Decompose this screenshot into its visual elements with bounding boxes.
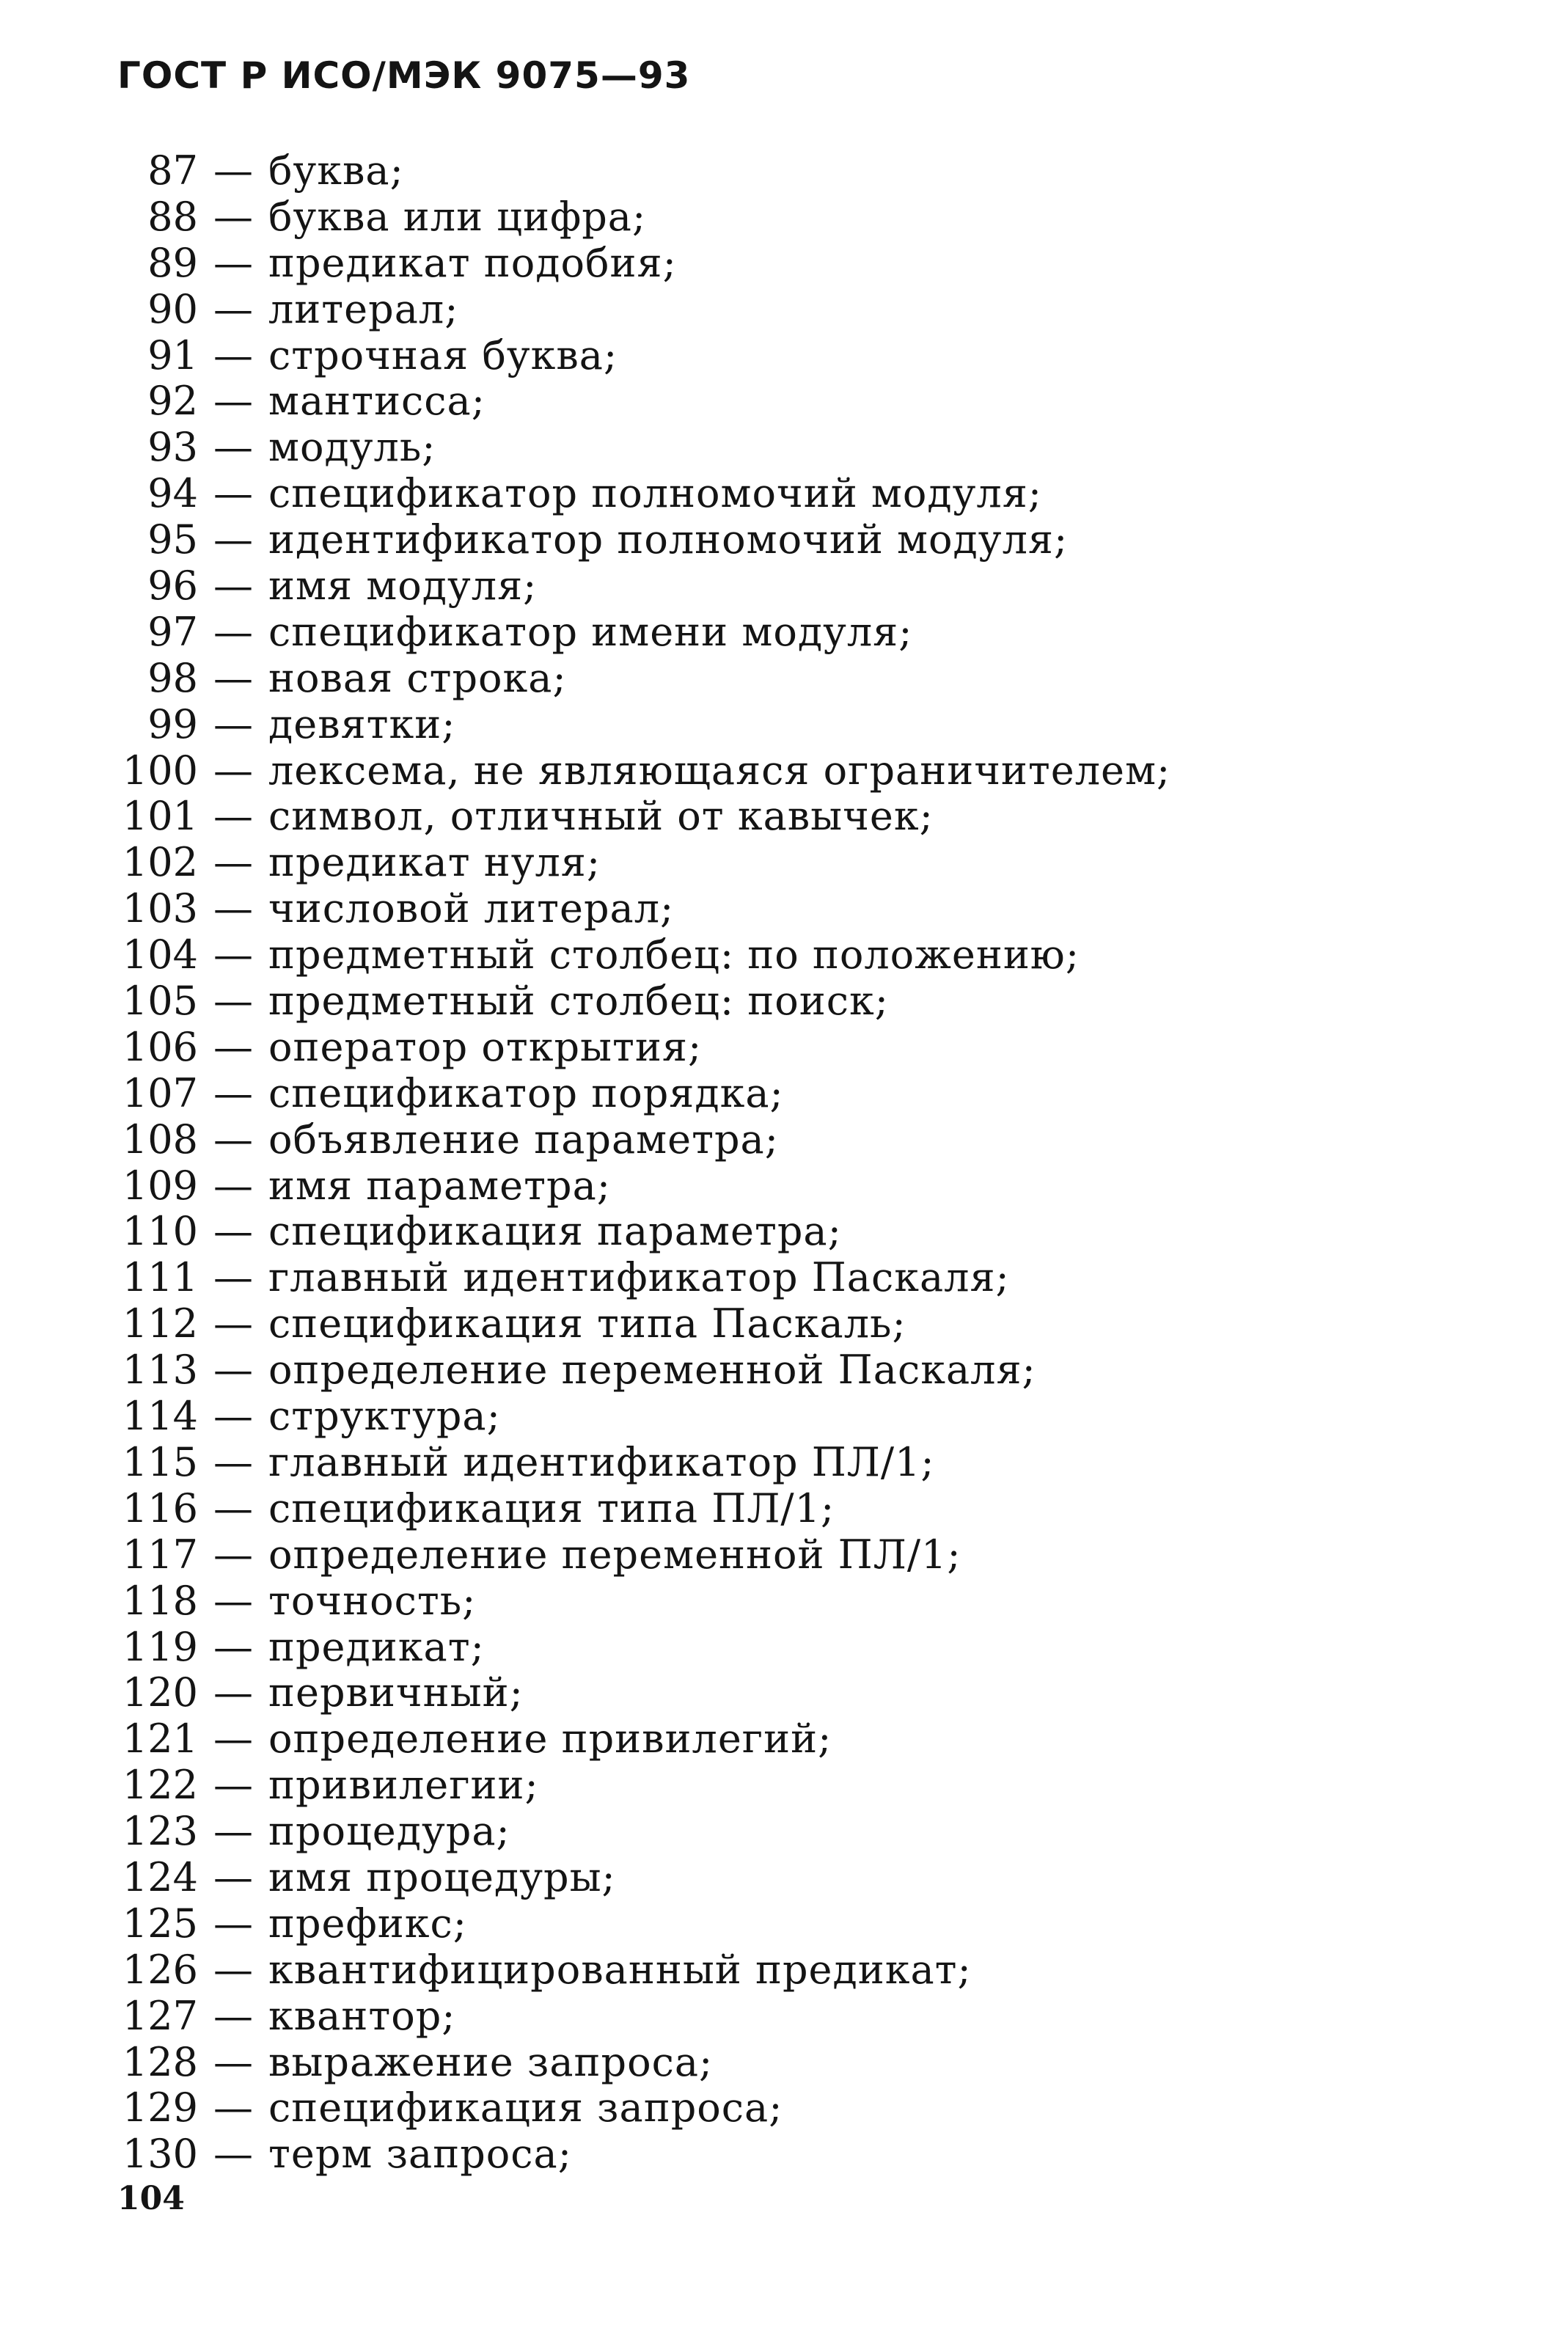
list-item: [117, 610, 1496, 656]
item-number: 97: [147, 608, 198, 655]
item-separator: —: [213, 1393, 253, 1440]
item-number: 104: [122, 931, 198, 978]
item-term: спецификатор порядка;: [268, 1069, 784, 1116]
list-item: [117, 517, 1496, 563]
item-separator: —: [213, 193, 253, 240]
item-number: 118: [122, 1577, 198, 1624]
list-item: [117, 1163, 1496, 1209]
item-separator: —: [213, 1853, 253, 1900]
item-separator: —: [213, 1992, 253, 2039]
item-separator: —: [213, 654, 253, 701]
item-separator: —: [213, 839, 253, 886]
item-separator: —: [213, 285, 253, 332]
item-term: девятки;: [268, 700, 456, 747]
list-item: [117, 978, 1496, 1025]
list-item: [117, 425, 1496, 471]
term-list: [117, 148, 1496, 2178]
item-separator: —: [213, 931, 253, 978]
item-separator: —: [213, 1808, 253, 1855]
item-term: модуль;: [268, 424, 436, 471]
list-item: [117, 563, 1496, 610]
item-number: 93: [147, 424, 198, 471]
list-item: [117, 748, 1496, 794]
item-term: спецификация запроса;: [268, 2084, 783, 2131]
item-term: оператор открытия;: [268, 1023, 703, 1070]
item-term: определение переменной Паскаля;: [268, 1347, 1036, 1394]
item-separator: —: [213, 1900, 253, 1947]
item-separator: —: [213, 378, 253, 425]
item-number: 99: [147, 700, 198, 747]
item-separator: —: [213, 332, 253, 378]
list-item: [117, 932, 1496, 978]
item-term: терм запроса;: [268, 2131, 572, 2178]
item-term: предметный столбец: по положению;: [268, 931, 1080, 978]
item-number: 101: [122, 793, 198, 840]
item-separator: —: [213, 1023, 253, 1070]
item-separator: —: [213, 747, 253, 794]
list-item: [117, 287, 1496, 333]
item-separator: —: [213, 1254, 253, 1301]
item-term: предикат;: [268, 1623, 485, 1670]
item-term: главный идентификатор ПЛ/1;: [268, 1438, 935, 1485]
item-term: строчная буква;: [268, 332, 618, 378]
item-term: числовой литерал;: [268, 885, 675, 932]
item-number: 92: [147, 378, 198, 425]
item-number: 117: [122, 1531, 198, 1578]
list-item: [117, 840, 1496, 886]
item-term: первичный;: [268, 1669, 524, 1716]
item-term: имя модуля;: [268, 563, 538, 610]
list-item: [117, 1716, 1496, 1763]
item-number: 94: [147, 470, 198, 517]
item-number: 121: [122, 1716, 198, 1763]
item-number: 108: [122, 1116, 198, 1163]
item-separator: —: [213, 147, 253, 194]
item-number: 112: [122, 1300, 198, 1347]
list-item: [117, 148, 1496, 194]
item-number: 90: [147, 285, 198, 332]
item-term: идентификатор полномочий модуля;: [268, 516, 1069, 563]
item-term: буква;: [268, 147, 404, 194]
item-term: квантифицированный предикат;: [268, 1946, 972, 1993]
item-term: спецификатор имени модуля;: [268, 608, 913, 655]
list-item: [117, 1994, 1496, 2040]
item-number: 89: [147, 239, 198, 286]
item-separator: —: [213, 1300, 253, 1347]
item-separator: —: [213, 1347, 253, 1394]
item-term: спецификация типа Паскаль;: [268, 1300, 906, 1347]
item-term: спецификация типа ПЛ/1;: [268, 1485, 835, 1531]
item-separator: —: [213, 1438, 253, 1485]
item-number: 119: [122, 1623, 198, 1670]
item-separator: —: [213, 793, 253, 840]
list-item: [117, 1117, 1496, 1163]
item-separator: —: [213, 563, 253, 610]
item-separator: —: [213, 2038, 253, 2085]
item-term: предметный столбец: поиск;: [268, 978, 889, 1025]
item-separator: —: [213, 978, 253, 1025]
item-number: 100: [122, 747, 198, 794]
item-separator: —: [213, 1577, 253, 1624]
list-item: [117, 1440, 1496, 1486]
item-term: мантисса;: [268, 378, 486, 425]
list-item: [117, 1947, 1496, 1994]
item-number: 126: [122, 1946, 198, 1993]
item-separator: —: [213, 1623, 253, 1670]
item-term: предикат подобия;: [268, 239, 677, 286]
item-separator: —: [213, 1116, 253, 1163]
item-term: точность;: [268, 1577, 477, 1624]
item-term: объявление параметра;: [268, 1116, 779, 1163]
item-number: 129: [122, 2084, 198, 2131]
item-separator: —: [213, 608, 253, 655]
list-item: [117, 1301, 1496, 1347]
item-term: процедура;: [268, 1808, 510, 1855]
item-number: 114: [122, 1393, 198, 1440]
item-separator: —: [213, 700, 253, 747]
list-item: [117, 1809, 1496, 1855]
list-item: [117, 333, 1496, 379]
item-term: префикс;: [268, 1900, 467, 1947]
list-item: [117, 194, 1496, 241]
item-number: 130: [122, 2131, 198, 2178]
item-number: 115: [122, 1438, 198, 1485]
list-item: [117, 1578, 1496, 1625]
list-item: [117, 1347, 1496, 1394]
item-separator: —: [213, 1208, 253, 1255]
item-separator: —: [213, 1069, 253, 1116]
list-item: [117, 1071, 1496, 1117]
item-number: 110: [122, 1208, 198, 1255]
item-term: определение привилегий;: [268, 1716, 832, 1763]
list-item: [117, 241, 1496, 287]
item-separator: —: [213, 885, 253, 932]
list-item: [117, 2085, 1496, 2131]
list-item: [117, 1901, 1496, 1947]
list-item: [117, 1025, 1496, 1071]
list-item: [117, 1209, 1496, 1255]
item-number: 88: [147, 193, 198, 240]
item-separator: —: [213, 1531, 253, 1578]
item-term: привилегии;: [268, 1762, 539, 1809]
item-term: спецификация параметра;: [268, 1208, 842, 1255]
page-number: 104: [117, 2180, 185, 2217]
item-term: спецификатор полномочий модуля;: [268, 470, 1042, 517]
item-number: 95: [147, 516, 198, 563]
item-separator: —: [213, 424, 253, 471]
item-term: структура;: [268, 1393, 501, 1440]
list-item: [117, 1486, 1496, 1532]
item-number: 87: [147, 147, 198, 194]
item-number: 106: [122, 1023, 198, 1070]
list-item: [117, 1763, 1496, 1809]
list-item: [117, 1670, 1496, 1716]
item-number: 111: [122, 1254, 198, 1301]
list-item: [117, 1255, 1496, 1301]
item-number: 125: [122, 1900, 198, 1947]
item-separator: —: [213, 470, 253, 517]
item-term: литерал;: [268, 285, 459, 332]
item-separator: —: [213, 2084, 253, 2131]
item-term: квантор;: [268, 1992, 456, 2039]
list-item: [117, 471, 1496, 517]
item-number: 116: [122, 1485, 198, 1531]
item-number: 105: [122, 978, 198, 1025]
list-item: [117, 702, 1496, 748]
list-item: [117, 1532, 1496, 1578]
item-term: новая строка;: [268, 654, 567, 701]
item-number: 103: [122, 885, 198, 932]
item-separator: —: [213, 1716, 253, 1763]
item-number: 127: [122, 1992, 198, 2039]
item-number: 120: [122, 1669, 198, 1716]
item-separator: —: [213, 1762, 253, 1809]
item-number: 107: [122, 1069, 198, 1116]
item-term: определение переменной ПЛ/1;: [268, 1531, 961, 1578]
item-number: 124: [122, 1853, 198, 1900]
list-item: [117, 2131, 1496, 2178]
item-number: 98: [147, 654, 198, 701]
item-term: лексема, не являющаяся ограничителем;: [268, 747, 1171, 794]
item-number: 122: [122, 1762, 198, 1809]
list-item: [117, 378, 1496, 425]
item-separator: —: [213, 1162, 253, 1209]
item-number: 96: [147, 563, 198, 610]
item-separator: —: [213, 239, 253, 286]
item-term: главный идентификатор Паскаля;: [268, 1254, 1010, 1301]
list-item: [117, 2040, 1496, 2086]
item-number: 102: [122, 839, 198, 886]
item-separator: —: [213, 2131, 253, 2178]
item-term: имя параметра;: [268, 1162, 611, 1209]
item-separator: —: [213, 1946, 253, 1993]
document-header: ГОСТ Р ИСО/МЭК 9075—93: [117, 54, 691, 97]
item-separator: —: [213, 1669, 253, 1716]
item-separator: —: [213, 1485, 253, 1531]
list-item: [117, 794, 1496, 840]
list-item: [117, 886, 1496, 932]
list-item: [117, 1855, 1496, 1901]
item-separator: —: [213, 516, 253, 563]
list-item: [117, 1625, 1496, 1671]
item-number: 109: [122, 1162, 198, 1209]
item-number: 128: [122, 2038, 198, 2085]
item-number: 113: [122, 1347, 198, 1394]
item-term: символ, отличный от кавычек;: [268, 793, 934, 840]
item-number: 123: [122, 1808, 198, 1855]
item-term: имя процедуры;: [268, 1853, 616, 1900]
item-term: предикат нуля;: [268, 839, 601, 886]
item-number: 91: [147, 332, 198, 378]
list-item: [117, 1394, 1496, 1440]
item-term: буква или цифра;: [268, 193, 647, 240]
list-item: [117, 656, 1496, 702]
item-term: выражение запроса;: [268, 2038, 714, 2085]
